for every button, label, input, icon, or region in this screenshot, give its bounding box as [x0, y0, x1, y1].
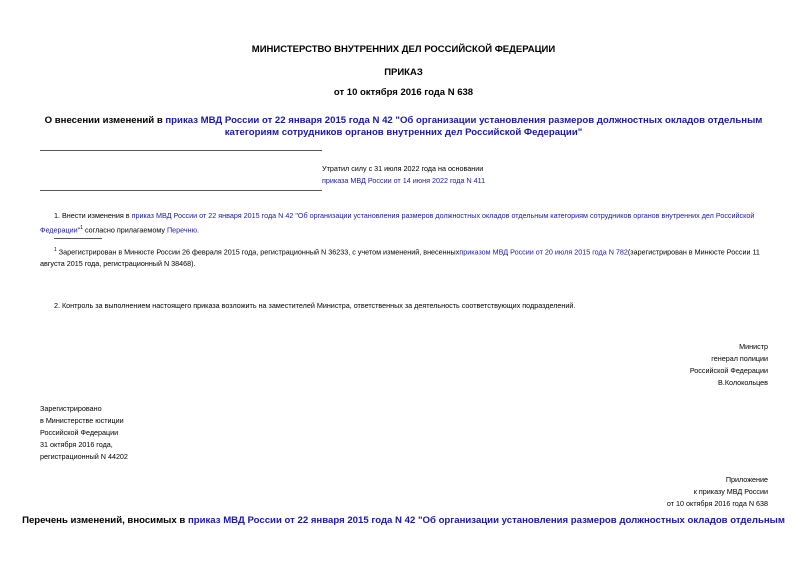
appendix-line-1: Приложение — [725, 475, 768, 484]
doc-type-heading: ПРИКАЗ — [384, 67, 423, 78]
footnote — [40, 244, 770, 270]
registration-line-4: 31 октября 2016 года, — [40, 440, 113, 449]
ministry-heading: МИНИСТЕРСТВО ВНУТРЕННИХ ДЕЛ РОССИЙСКОЙ ФЕДЕРАЦИИ — [251, 44, 556, 55]
doc-date-number: от 10 октября 2016 года N 638 — [333, 87, 474, 98]
expired-notice — [322, 163, 622, 187]
appendix-block — [540, 474, 768, 510]
title-prefix: О внесении изменений в — [44, 115, 166, 126]
list-title-prefix: Перечень изменений, вносимых в — [22, 515, 188, 526]
footnote-ref[interactable]: 1 — [80, 225, 83, 231]
expired-line: Утратил силу с 31 июля 2022 года на основании — [322, 164, 484, 173]
para1-prefix: 1. Внести изменения в — [54, 211, 132, 220]
signature-block — [560, 341, 768, 389]
footnote-mark: 1 — [54, 247, 57, 253]
appendix-line-3: от 10 октября 2016 года N 638 — [666, 499, 768, 508]
list-link[interactable]: Перечню — [166, 225, 197, 235]
signature-country: Российской Федерации — [689, 366, 768, 375]
registration-line-5: регистрационный N 44202 — [40, 452, 128, 461]
footnote-rule — [54, 238, 102, 239]
footnote-text-2: (зарегистрирован в Минюсте России 11 августа 2015 года, регистрационный N 38468). — [40, 247, 760, 269]
footnote-order-link[interactable]: приказом МВД России от 20 июля 2015 года N 782 — [459, 247, 628, 257]
top-rule — [40, 150, 322, 151]
para1-end: . — [197, 225, 199, 235]
bottom-rule — [40, 190, 322, 191]
list-title-order-link[interactable]: приказ МВД России от 22 января 2015 года N 42 "Об организации установления размеров должностных окладов отдельным — [187, 515, 785, 526]
paragraph-2: 2. Контроль за выполнением настоящего приказа возложить на заместителей Министра, ответственных за деятельность соответствующих подразделений. — [54, 301, 576, 310]
registration-line-3: Российской Федерации — [40, 428, 119, 437]
para1-order-link[interactable]: приказ МВД России от 22 января 2015 года N 42 "Об организации установления размеров должностных окладов отдельным категориям сотрудников органов внутренних дел Российской Федерации" — [40, 211, 755, 235]
paragraph-1 — [40, 210, 770, 236]
registration-line-2: в Министерстве юстиции — [40, 416, 124, 425]
title-order-link[interactable]: приказ МВД России от 22 января 2015 года N 42 "Об организации установления размеров должностных окладов отдельным категориям сотрудников органов внутренних дел Российской Федерации" — [165, 115, 763, 138]
para1-middle: согласно прилагаемому — [82, 225, 167, 235]
signature-rank: генерал полиции — [711, 354, 768, 363]
registration-line-1: Зарегистрировано — [40, 404, 102, 413]
document-title — [40, 115, 767, 139]
list-title — [20, 515, 787, 527]
signature-name: В.Колокольцев — [718, 378, 768, 387]
appendix-line-2: к приказу МВД России — [693, 487, 768, 496]
registration-block — [40, 403, 240, 463]
footnote-text-1: Зарегистрирован в Минюсте России 26 февраля 2015 года, регистрационный N 36233, с учетом изменений, внесенных — [56, 247, 460, 257]
expired-order-link[interactable]: приказа МВД России от 14 июня 2022 года N 411 — [322, 176, 486, 185]
signature-position: Министр — [739, 342, 768, 351]
